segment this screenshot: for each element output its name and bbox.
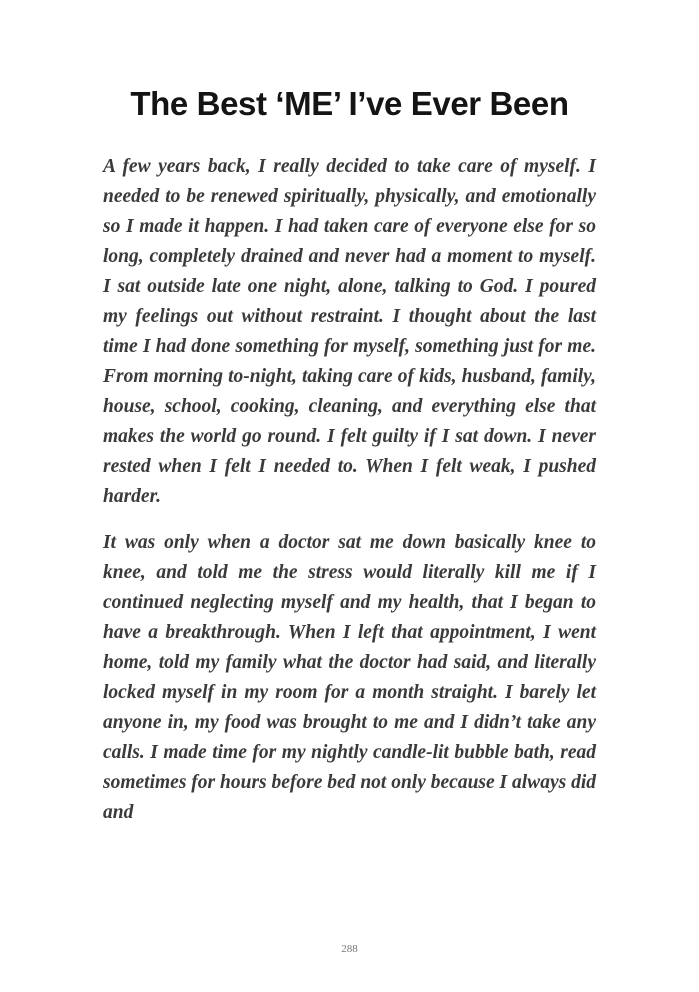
body-text — [103, 152, 596, 828]
chapter-title: The Best ‘ME’ I’ve Ever Been — [130, 85, 569, 122]
paragraph: It was only when a doctor sat me down basically knee to knee, and told me the stress would literally kill me if I continued neglecting myself and my health, that I began to have a breakthrough. When I left that appointment, I went home, told my family what the doctor had said, and literally locked myself in my room for a month straight. I barely let anyone in, my food was brought to me and I didn’t take any calls. I made time for my nightly candle-lit bubble bath, read sometimes for hours before bed not only because I always did and — [103, 532, 596, 823]
page-number: 288 — [341, 943, 358, 955]
paragraph: A few years back, I really decided to take care of myself. I needed to be renewed spiritually, physically, and emotionally so I made it happen. I had taken care of everyone else for so long, completely drained and never had a moment to myself. I sat outside late one night, alone, talking to God. I poured my feelings out without restraint. I thought about the last time I had done something for myself, something just for me. From morning to-night, taking care of kids, husband, family, house, school, cooking, cleaning, and everything else that makes the world go round. I felt guilty if I sat down. I never rested when I felt I needed to. When I felt weak, I pushed harder. — [103, 156, 596, 507]
